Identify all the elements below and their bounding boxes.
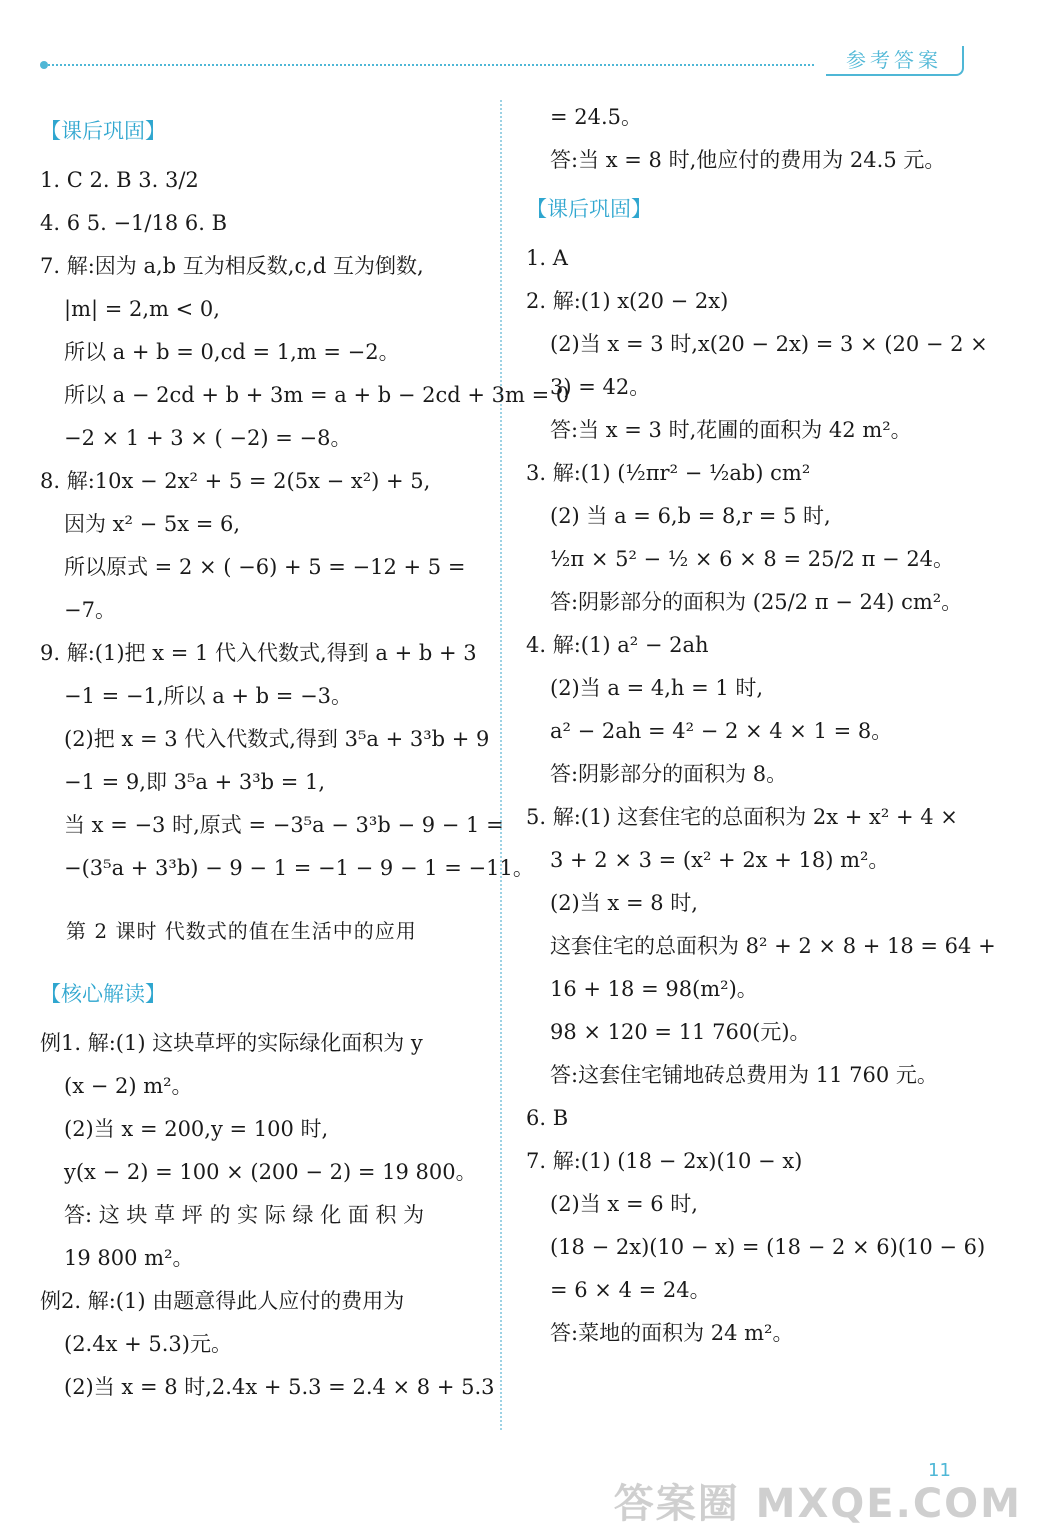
- answer-line: 3) = 42。: [550, 375, 651, 399]
- answer-line: 1. C 2. B 3. 3/2: [40, 168, 199, 192]
- answer-line: 8. 解:10x − 2x² + 5 = 2(5x − x²) + 5,: [40, 469, 431, 493]
- answer-line: −2 × 1 + 3 × ( −2) = −8。: [64, 426, 352, 450]
- answer-line: 19 800 m²。: [64, 1246, 194, 1270]
- answer-line: |m| = 2,m < 0,: [64, 297, 220, 321]
- answer-line: 3 + 2 × 3 = (x² + 2x + 18) m²。: [550, 848, 890, 872]
- column-divider: [500, 100, 502, 1430]
- answer-line: (2)把 x = 3 代入代数式,得到 3⁵a + 3³b + 9: [64, 727, 490, 751]
- answer-line: 6. B: [526, 1106, 569, 1130]
- answer-line: −1 = 9,即 3⁵a + 3³b = 1,: [64, 770, 326, 794]
- answer-line: (2) 当 a = 6,b = 8,r = 5 时,: [550, 504, 831, 528]
- answer-tag: 参考答案: [826, 46, 964, 76]
- answer-line: 例1. 解:(1) 这块草坪的实际绿化面积为 y: [40, 1031, 423, 1055]
- answer-line: (2)当 x = 200,y = 100 时,: [64, 1117, 329, 1141]
- answer-line: −7。: [64, 598, 116, 622]
- answer-line: = 6 × 4 = 24。: [550, 1278, 711, 1302]
- answer-line: y(x − 2) = 100 × (200 − 2) = 19 800。: [64, 1160, 477, 1184]
- answer-line: = 24.5。: [550, 105, 643, 129]
- answer-line: (2)当 a = 4,h = 1 时,: [550, 676, 764, 700]
- answer-line: 所以原式 = 2 × ( −6) + 5 = −12 + 5 =: [64, 555, 466, 579]
- section-heading: 【核心解读】: [40, 982, 166, 1006]
- answer-line: (2)当 x = 8 时,: [550, 891, 698, 915]
- answer-line: 答:阴影部分的面积为 8。: [550, 762, 788, 786]
- lesson-title: 第 2 课时 代数式的值在生活中的应用: [66, 919, 417, 943]
- answer-line: 98 × 120 = 11 760(元)。: [550, 1020, 811, 1044]
- answer-line: a² − 2ah = 4² − 2 × 4 × 1 = 8。: [550, 719, 893, 743]
- answer-line: 5. 解:(1) 这套住宅的总面积为 2x + x² + 4 ×: [526, 805, 958, 829]
- site-watermark: 答案圈 MXQE.COM: [613, 1481, 1022, 1527]
- section-heading: 【课后巩固】: [40, 119, 166, 143]
- answer-line: 2. 解:(1) x(20 − 2x): [526, 289, 729, 313]
- answer-line: 答:阴影部分的面积为 (25/2 π − 24) cm²。: [550, 590, 963, 614]
- answer-line: 答:这套住宅铺地砖总费用为 11 760 元。: [550, 1063, 938, 1087]
- answer-line: (2)当 x = 3 时,x(20 − 2x) = 3 × (20 − 2 ×: [550, 332, 988, 356]
- answer-line: ½π × 5² − ½ × 6 × 8 = 25/2 π − 24。: [550, 547, 955, 571]
- answer-line: 3. 解:(1) (½πr² − ½ab) cm²: [526, 461, 811, 485]
- right-column: [526, 96, 996, 1355]
- answer-line: 所以 a − 2cd + b + 3m = a + b − 2cd + 3m = 0: [64, 383, 570, 407]
- answer-line: −1 = −1,所以 a + b = −3。: [64, 684, 353, 708]
- answer-line: 答:当 x = 8 时,他应付的费用为 24.5 元。: [550, 148, 946, 172]
- answer-line: 这套住宅的总面积为 8² + 2 × 8 + 18 = 64 +: [550, 934, 996, 958]
- answer-line: 答: 这 块 草 坪 的 实 际 绿 化 面 积 为: [64, 1203, 425, 1227]
- answer-line: 例2. 解:(1) 由题意得此人应付的费用为: [40, 1289, 405, 1313]
- answer-line: 所以 a + b = 0,cd = 1,m = −2。: [64, 340, 400, 364]
- answer-line: 答:菜地的面积为 24 m²。: [550, 1321, 794, 1345]
- answer-line: 答:当 x = 3 时,花圃的面积为 42 m²。: [550, 418, 912, 442]
- answer-line: 当 x = −3 时,原式 = −3⁵a − 3³b − 9 − 1 =: [64, 813, 504, 837]
- answer-line: (2)当 x = 8 时,2.4x + 5.3 = 2.4 × 8 + 5.3: [64, 1375, 495, 1399]
- answer-line: 4. 6 5. −1/18 6. B: [40, 211, 228, 235]
- header-dotted-rule: [44, 64, 814, 66]
- answer-line: −(3⁵a + 3³b) − 9 − 1 = −1 − 9 − 1 = −11。: [64, 856, 534, 880]
- answer-line: 7. 解:因为 a,b 互为相反数,c,d 互为倒数,: [40, 254, 424, 278]
- answer-line: 1. A: [526, 246, 568, 270]
- answer-line: 16 + 18 = 98(m²)。: [550, 977, 758, 1001]
- answer-line: (x − 2) m²。: [64, 1074, 193, 1098]
- page-number: 11: [928, 1460, 951, 1481]
- answer-line: (2)当 x = 6 时,: [550, 1192, 698, 1216]
- answer-line: (18 − 2x)(10 − x) = (18 − 2 × 6)(10 − 6): [550, 1235, 986, 1259]
- answer-line: 4. 解:(1) a² − 2ah: [526, 633, 709, 657]
- answer-line: 7. 解:(1) (18 − 2x)(10 − x): [526, 1149, 803, 1173]
- answer-line: 因为 x² − 5x = 6,: [64, 512, 241, 536]
- answer-line: (2.4x + 5.3)元。: [64, 1332, 232, 1356]
- section-heading: 【课后巩固】: [526, 197, 652, 221]
- answer-line: 9. 解:(1)把 x = 1 代入代数式,得到 a + b + 3: [40, 641, 477, 665]
